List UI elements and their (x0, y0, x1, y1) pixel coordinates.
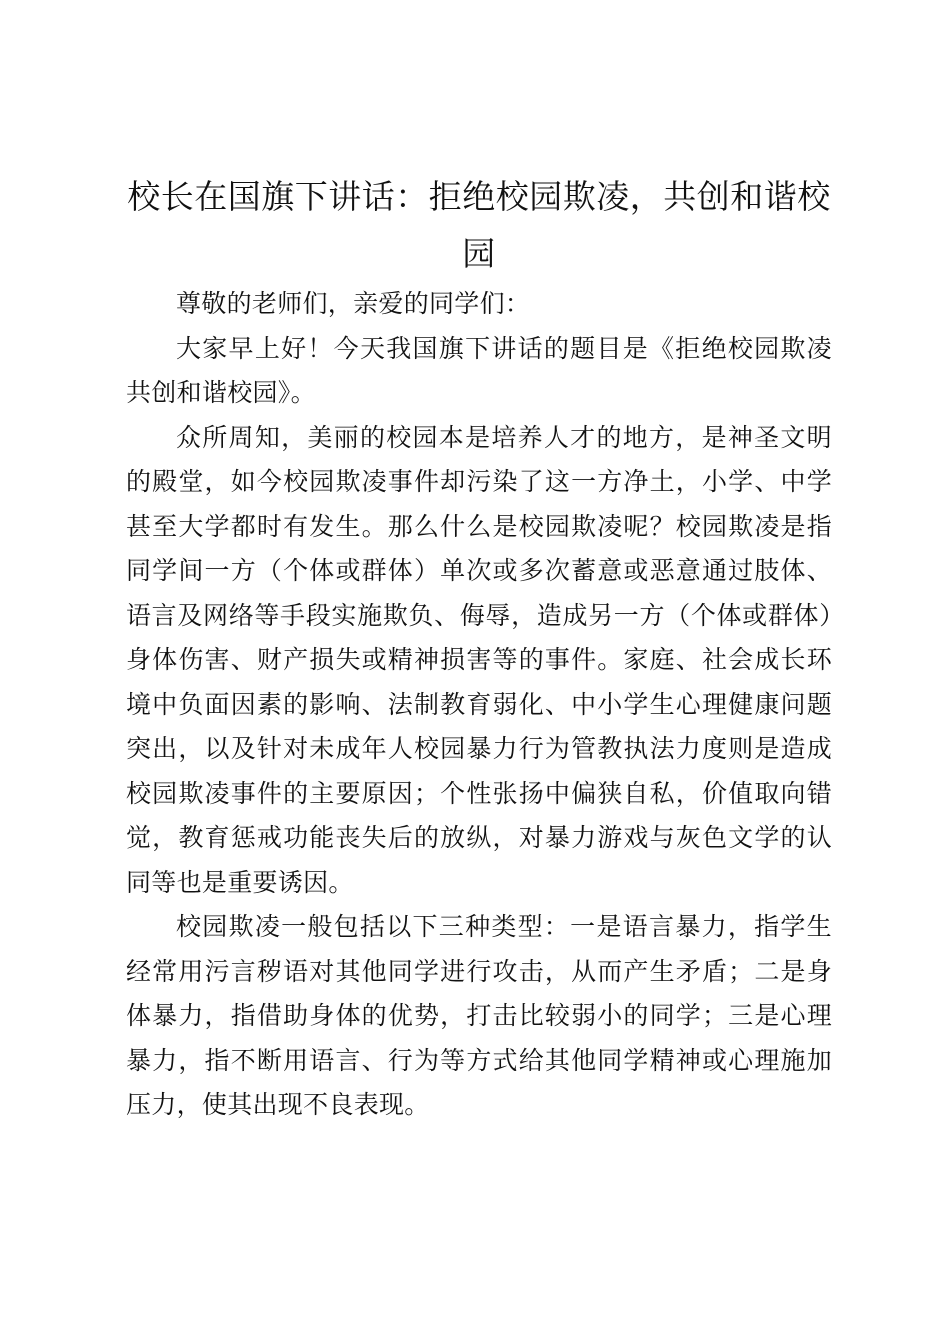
definition-paragraph: 众所周知，美丽的校园本是培养人才的地方，是神圣文明的殿堂，如今校园欺凌事件却污染了这一方净土，小学、中学甚至大学都时有发生。那么什么是校园欺凌呢？校园欺凌是指同学间一方（个体或群体）单次或多次蓄意或恶意通过肢体、语言及网络等手段实施欺负、侮辱，造成另一方（个体或群体）身体伤害、财产损失或精神损害等的事件。家庭、社会成长环境中负面因素的影响、法制教育弱化、中小学生心理健康问题突出，以及针对未成年人校园暴力行为管教执法力度则是造成校园欺凌事件的主要原因；个性张扬中偏狭自私，价值取向错觉，教育惩戒功能丧失后的放纵，对暴力游戏与灰色文学的认同等也是重要诱因。 (126, 422, 832, 897)
document-title: 校长在国旗下讲话：拒绝校园欺凌，共创和谐校园 (127, 177, 831, 273)
document-body (126, 168, 832, 1128)
greeting-paragraph: 大家早上好！今天我国旗下讲话的题目是《拒绝校园欺凌共创和谐校园》。 (126, 333, 832, 407)
types-paragraph: 校园欺凌一般包括以下三种类型：一是语言暴力，指学生经常用污言秽语对其他同学进行攻击，从而产生矛盾；二是身体暴力，指借助身体的优势，打击比较弱小的同学；三是心理暴力，指不断用语言、行为等方式给其他同学精神或心理施加压力，使其出现不良表现。 (126, 912, 832, 1119)
salutation-paragraph: 尊敬的老师们，亲爱的同学们： (176, 289, 531, 318)
